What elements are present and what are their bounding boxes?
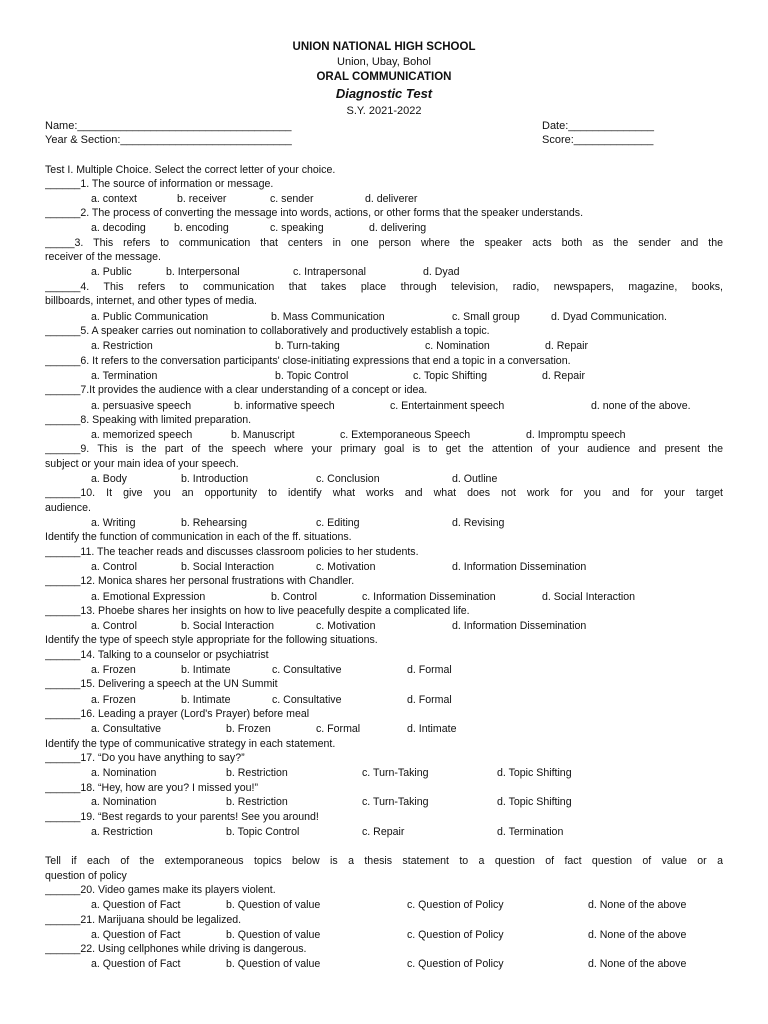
- q16-choice-a[interactable]: a. Consultative: [91, 723, 162, 735]
- test1-instruction: Test I. Multiple Choice. Select the correct letter of your choice.: [45, 164, 336, 176]
- name-field[interactable]: Name:___________________________________: [45, 120, 292, 132]
- question-8: ______8. Speaking with limited preparation.: [45, 414, 252, 426]
- q18-choice-d[interactable]: d. Topic Shifting: [497, 796, 572, 808]
- q11-choice-b[interactable]: b. Social Interaction: [181, 561, 275, 573]
- q21-choice-c[interactable]: c. Question of Policy: [407, 929, 504, 941]
- question-3-line1: _____3. This refers to communication that centers in one person where the speaker acts both as the sender and the: [45, 237, 723, 249]
- school-address: Union, Ubay, Bohol: [337, 56, 431, 68]
- q3-choice-a[interactable]: a. Public: [91, 266, 132, 278]
- q5-choice-d[interactable]: d. Repair: [545, 340, 588, 352]
- subject-title: ORAL COMMUNICATION: [316, 71, 452, 83]
- q21-choice-b[interactable]: b. Question of value: [226, 929, 321, 941]
- test-title: Diagnostic Test: [335, 86, 433, 101]
- q19-choice-a[interactable]: a. Restriction: [91, 826, 153, 838]
- q20-choice-b[interactable]: b. Question of value: [226, 899, 321, 911]
- question-1: ______1. The source of information or message.: [45, 178, 274, 190]
- q1-choice-d[interactable]: d. deliverer: [365, 193, 418, 205]
- q20-choice-c[interactable]: c. Question of Policy: [407, 899, 504, 911]
- q2-choice-a[interactable]: a. decoding: [91, 222, 146, 234]
- q15-choice-d[interactable]: d. Formal: [407, 694, 452, 706]
- q16-choice-c[interactable]: c. Formal: [316, 723, 361, 735]
- q17-choice-c[interactable]: c. Turn-Taking: [362, 767, 429, 779]
- q11-choice-c[interactable]: c. Motivation: [316, 561, 376, 573]
- q9-choice-c[interactable]: c. Conclusion: [316, 473, 380, 485]
- q3-choice-c[interactable]: c. Intrapersonal: [293, 266, 367, 278]
- year-section-field[interactable]: Year & Section:____________________________: [45, 134, 292, 146]
- q4-choice-c[interactable]: c. Small group: [452, 311, 520, 323]
- question-7: ______7.It provides the audience with a clear understanding of a concept or idea.: [45, 384, 428, 396]
- q12-choice-d[interactable]: d. Social Interaction: [542, 591, 636, 603]
- question-19: ______19. “Best regards to your parents! See you around!: [45, 811, 319, 823]
- school-year: S.Y. 2021-2022: [346, 105, 422, 117]
- q5-choice-a[interactable]: a. Restriction: [91, 340, 153, 352]
- q4-choice-a[interactable]: a. Public Communication: [91, 311, 209, 323]
- q13-choice-a[interactable]: a. Control: [91, 620, 137, 632]
- q12-choice-a[interactable]: a. Emotional Expression: [91, 591, 206, 603]
- question-13: ______13. Phoebe shares her insights on how to live peacefully despite a complicated life.: [45, 605, 470, 617]
- function-instruction: Identify the function of communication in each of the ff. situations.: [45, 531, 352, 543]
- q12-choice-b[interactable]: b. Control: [271, 591, 317, 603]
- q19-choice-c[interactable]: c. Repair: [362, 826, 405, 838]
- q5-choice-b[interactable]: b. Turn-taking: [275, 340, 340, 352]
- q22-choice-c[interactable]: c. Question of Policy: [407, 958, 504, 970]
- q13-choice-c[interactable]: c. Motivation: [316, 620, 376, 632]
- q4-choice-d[interactable]: d. Dyad Communication.: [551, 311, 667, 323]
- q19-choice-b[interactable]: b. Topic Control: [226, 826, 300, 838]
- q4-choice-b[interactable]: b. Mass Communication: [271, 311, 385, 323]
- q18-choice-b[interactable]: b. Restriction: [226, 796, 288, 808]
- q16-choice-b[interactable]: b. Frozen: [226, 723, 271, 735]
- q20-choice-a[interactable]: a. Question of Fact: [91, 899, 181, 911]
- q22-choice-a[interactable]: a. Question of Fact: [91, 958, 181, 970]
- question-21: ______21. Marijuana should be legalized.: [45, 914, 242, 926]
- strategy-instruction: Identify the type of communicative strategy in each statement.: [45, 738, 336, 750]
- question-9-line2: subject or your main idea of your speech.: [45, 458, 239, 470]
- q10-choice-c[interactable]: c. Editing: [316, 517, 360, 529]
- q10-choice-b[interactable]: b. Rehearsing: [181, 517, 247, 529]
- q2-choice-c[interactable]: c. speaking: [270, 222, 324, 234]
- q15-choice-b[interactable]: b. Intimate: [181, 694, 231, 706]
- q8-choice-b[interactable]: b. Manuscript: [231, 429, 295, 441]
- q5-choice-c[interactable]: c. Nomination: [425, 340, 490, 352]
- school-name: UNION NATIONAL HIGH SCHOOL: [292, 41, 476, 53]
- question-6: ______6. It refers to the conversation participants' close-initiating expressions that end a topic in a conversation.: [45, 355, 571, 367]
- thesis-instruction-line1: Tell if each of the extemporaneous topics below is a thesis statement to a question of fact question of value or a: [45, 855, 723, 867]
- q7-choice-c[interactable]: c. Entertainment speech: [390, 400, 505, 412]
- style-instruction: Identify the type of speech style appropriate for the following situations.: [45, 634, 378, 646]
- q7-choice-b[interactable]: b. informative speech: [234, 400, 335, 412]
- question-22: ______22. Using cellphones while driving is dangerous.: [45, 943, 307, 955]
- q7-choice-d[interactable]: d. none of the above.: [591, 400, 691, 412]
- q8-choice-d[interactable]: d. Impromptu speech: [526, 429, 626, 441]
- q20-choice-d[interactable]: d. None of the above: [588, 899, 687, 911]
- q21-choice-d[interactable]: d. None of the above: [588, 929, 687, 941]
- q12-choice-c[interactable]: c. Information Dissemination: [362, 591, 496, 603]
- question-10-line1: ______10. It give you an opportunity to identify what works and what does not work for you and for your target: [45, 487, 723, 499]
- q1-choice-c[interactable]: c. sender: [270, 193, 314, 205]
- q10-choice-a[interactable]: a. Writing: [91, 517, 136, 529]
- q8-choice-c[interactable]: c. Extemporaneous Speech: [340, 429, 471, 441]
- q18-choice-c[interactable]: c. Turn-Taking: [362, 796, 429, 808]
- q21-choice-a[interactable]: a. Question of Fact: [91, 929, 181, 941]
- q22-choice-b[interactable]: b. Question of value: [226, 958, 321, 970]
- thesis-instruction-line2: question of policy: [45, 870, 127, 882]
- q2-choice-b[interactable]: b. encoding: [174, 222, 229, 234]
- question-20: ______20. Video games make its players violent.: [45, 884, 276, 896]
- question-4-line1: ______4. This refers to communication that takes place through television, radio, newspapers, magazine, books,: [45, 281, 723, 293]
- q6-choice-d[interactable]: d. Repair: [542, 370, 585, 382]
- q11-choice-d[interactable]: d. Information Dissemination: [452, 561, 587, 573]
- q17-choice-d[interactable]: d. Topic Shifting: [497, 767, 572, 779]
- q9-choice-d[interactable]: d. Outline: [452, 473, 498, 485]
- date-field[interactable]: Date:______________: [542, 120, 654, 132]
- question-9-line1: ______9. This is the part of the speech where your primary goal is to get the attention of your audience and present the: [45, 443, 723, 455]
- q6-choice-c[interactable]: c. Topic Shifting: [413, 370, 488, 382]
- q14-choice-a[interactable]: a. Frozen: [91, 664, 136, 676]
- q13-choice-b[interactable]: b. Social Interaction: [181, 620, 275, 632]
- q17-choice-a[interactable]: a. Nomination: [91, 767, 157, 779]
- question-4-line2: billboards, internet, and other types of media.: [45, 295, 257, 307]
- q1-choice-a[interactable]: a. context: [91, 193, 137, 205]
- q14-choice-c[interactable]: c. Consultative: [272, 664, 342, 676]
- q11-choice-a[interactable]: a. Control: [91, 561, 137, 573]
- q17-choice-b[interactable]: b. Restriction: [226, 767, 288, 779]
- q6-choice-a[interactable]: a. Termination: [91, 370, 158, 382]
- question-12: ______12. Monica shares her personal frustrations with Chandler.: [45, 575, 355, 587]
- q14-choice-b[interactable]: b. Intimate: [181, 664, 231, 676]
- q1-choice-b[interactable]: b. receiver: [177, 193, 227, 205]
- q7-choice-a[interactable]: a. persuasive speech: [91, 400, 192, 412]
- q3-choice-b[interactable]: b. Interpersonal: [166, 266, 240, 278]
- question-11: ______11. The teacher reads and discusses classroom policies to her students.: [45, 546, 419, 558]
- q9-choice-b[interactable]: b. Introduction: [181, 473, 249, 485]
- question-2: ______2. The process of converting the message into words, actions, or other forms that the speaker understands.: [45, 207, 584, 219]
- q16-choice-d[interactable]: d. Intimate: [407, 723, 457, 735]
- q6-choice-b[interactable]: b. Topic Control: [275, 370, 349, 382]
- q13-choice-d[interactable]: d. Information Dissemination: [452, 620, 587, 632]
- question-5: ______5. A speaker carries out nomination to collaboratively and productively establish a topic.: [45, 325, 490, 337]
- question-10-line2: audience.: [45, 502, 91, 514]
- question-17: ______17. “Do you have anything to say?”: [45, 752, 245, 764]
- q15-choice-a[interactable]: a. Frozen: [91, 694, 136, 706]
- question-3-line2: receiver of the message.: [45, 251, 161, 263]
- q19-choice-d[interactable]: d. Termination: [497, 826, 564, 838]
- q10-choice-d[interactable]: d. Revising: [452, 517, 505, 529]
- q22-choice-d[interactable]: d. None of the above: [588, 958, 687, 970]
- q18-choice-a[interactable]: a. Nomination: [91, 796, 157, 808]
- question-14: ______14. Talking to a counselor or psychiatrist: [45, 649, 269, 661]
- q2-choice-d[interactable]: d. delivering: [369, 222, 427, 234]
- q14-choice-d[interactable]: d. Formal: [407, 664, 452, 676]
- score-field[interactable]: Score:_____________: [542, 134, 654, 146]
- q8-choice-a[interactable]: a. memorized speech: [91, 429, 193, 441]
- question-18: ______18. “Hey, how are you? I missed you!”: [45, 782, 258, 794]
- q9-choice-a[interactable]: a. Body: [91, 473, 127, 485]
- q15-choice-c[interactable]: c. Consultative: [272, 694, 342, 706]
- q3-choice-d[interactable]: d. Dyad: [423, 266, 460, 278]
- question-15: ______15. Delivering a speech at the UN Summit: [45, 678, 278, 690]
- question-16: ______16. Leading a prayer (Lord's Prayer) before meal: [45, 708, 310, 720]
